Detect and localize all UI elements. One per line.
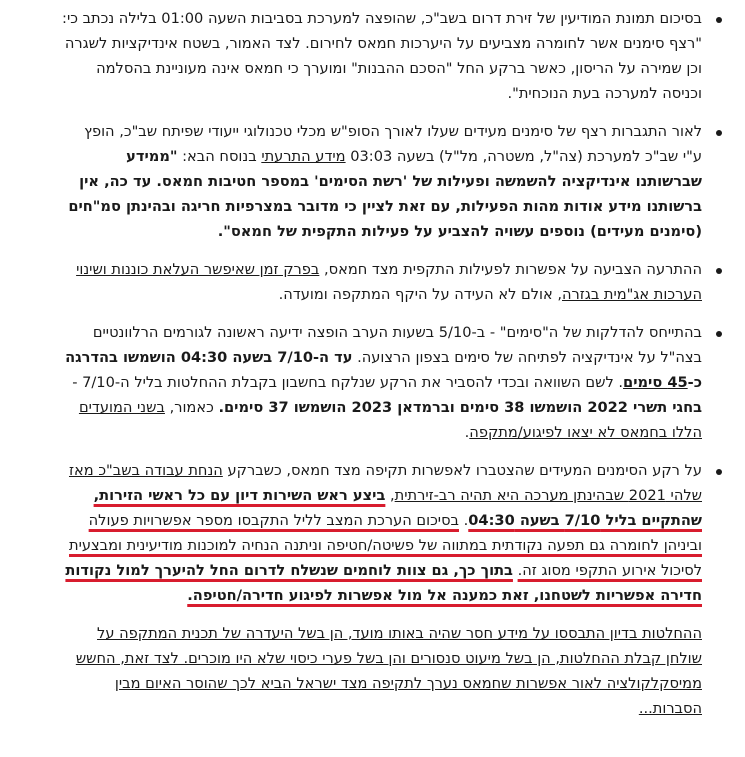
red-underlined-bold-text: ביצע ראש השירות דיון עם כל ראשי הזירות, שהתקיים בליל 7/10 בשעה 04:30 [93,487,702,529]
text-span: . [458,512,469,529]
list-item [62,320,702,445]
text-span: כאמור, [164,399,219,416]
red-underlined-bold-text: בתוך כך, גם צוות לוחמים שנשלח לדרום החל להיערך למול נקודות חדירה אפשריות לשטחנו, זאת כמענה אל מול אפשרות לפיגוע חדירה/חטיפה. [65,562,702,604]
text-span: לאור התגברות רצף של סימנים מעידים שעלו לאורך הסופ"ש מכלי טכנולוגי ייעודי שפיתח שב"כ, הופץ ע"י שב"כ למערכת (צה"ל, משטרה, מל"ל) בשעה 03:03 [84,123,702,165]
bold-text: עד ה-7/10 בשעה 04:30 הושמשו בהדרגה כ- [65,349,702,391]
document-body [62,0,702,721]
text-span: ההתרעה הצביעה על אפשרות לפעילות התקפית מצד חמאס, [319,261,702,278]
underlined-text: ההחלטות בדיון התבססו על מידע חסר שהיה באותו מועד, הן בשל היעדרה של תכנית המתקפה על שולחן קבלת ההחלטות, הן בשל מיעוט סנסורים והן בשל פערי כיסוי שלא היו מוכרים. לצד זאת, החשש ממיסקלקולציה לאור אפשרות שחמאס נערך לתקיפה מצד ישראל הביא לכך שהוסר האיום מבין הסברות... [75,625,702,717]
text-span: , [385,487,395,504]
text-span: על רקע הסימנים המעידים שהצטברו לאפשרות תקיפה מצד חמאס, כשברקע [222,462,702,479]
list-item [62,458,702,608]
paragraph-alert-assessment [62,257,702,307]
underlined-text: בשני המועדים הללו בחמאס לא יצאו לפיגוע/מתקפה [78,399,702,441]
text-span: בהתייחס להדלקות של ה"סימים" - ב-5/10 בשעות הערב הופצה ידיעה ראשונה לגורמים הרלוונטיים בצה"ל על אינדיקציה לפתיחה של סימים בצפון הרצועה. [92,324,702,366]
text-span: . לשם השוואה ובכדי להסביר את הרקע שנלקח בחשבון בקבלת ההחלטות בליל ה-7/10 - [72,374,624,391]
sims-count: 45 סימים [623,374,688,391]
list-item [62,257,702,307]
paragraph-intel-summary: בסיכום תמונת המודיעין של זירת דרום בשב"כ, שהופצה למערכת בסביבות השעה 01:00 בלילה נכתב כי: "רצף סימנים אשר לחומרה מצביעים על היערכות חמאס לחירום. לצד האמור, בשטח אינדיקציות לשגרה וכן שמירה על הריסון, כאשר ברקע החל "הסכם ההבנות" ומוערך כי חמאס אינה מעוניינת בהסלמה וכניסה למערכה בעת הנוכחית". [62,10,702,102]
paragraph-alert [62,119,702,244]
text-span: . [464,424,470,441]
text-span: בנוסח הבא: [177,148,262,165]
alert-info-link[interactable]: מידע התרעתי [261,148,346,165]
paragraph-decision [62,458,702,608]
bold-text: בחגי תשרי 2022 הושמשו 38 סימים וברמדאן 2023 הושמשו 37 סימים. [218,399,702,416]
red-underlined-text: בסיכום הערכת המצב לליל התקבסו מספר אפשרויות פעולה וביניהן לחומרה גם תפעה נקודתית במתווה של פשיטה/חטיפה וניתנה הנחיה למוכנות מודיעינית ומבצעית לסיכול אירוע התקפי מסוג זה. [69,512,702,579]
text-span: , אולם לא העידה על היקף המתקפה ומועדה. [278,286,562,303]
underlined-text: הנחת עבודה בשב"כ מאז שלהי 2021 שבהינתן מערכה היא תהיה רב-זירתית [68,462,702,504]
underlined-text: בפרק זמן שאיפשר העלאת כוננות ושינוי הערכות אג"מית בגזרה [76,261,702,303]
continuation-paragraph [62,621,702,721]
quoted-alert-text: "ממידע שברשותנו אינדיקציה להשמשה ופעילות של 'רשת הסימים' במספר חטיבות חמאס. עד כה, אין ברשותנו מידע אודות מהות הפעילות, עם זאת לציין כי מדובר במצרפיות חריגה ובהינתן סמ"חים (סימנים מעידים) נוספים עשויה להצביע על פעילות התקפית של חמאס". [68,148,702,240]
list-item [62,119,702,244]
list-item [62,6,702,106]
paragraph-sims [62,320,702,445]
